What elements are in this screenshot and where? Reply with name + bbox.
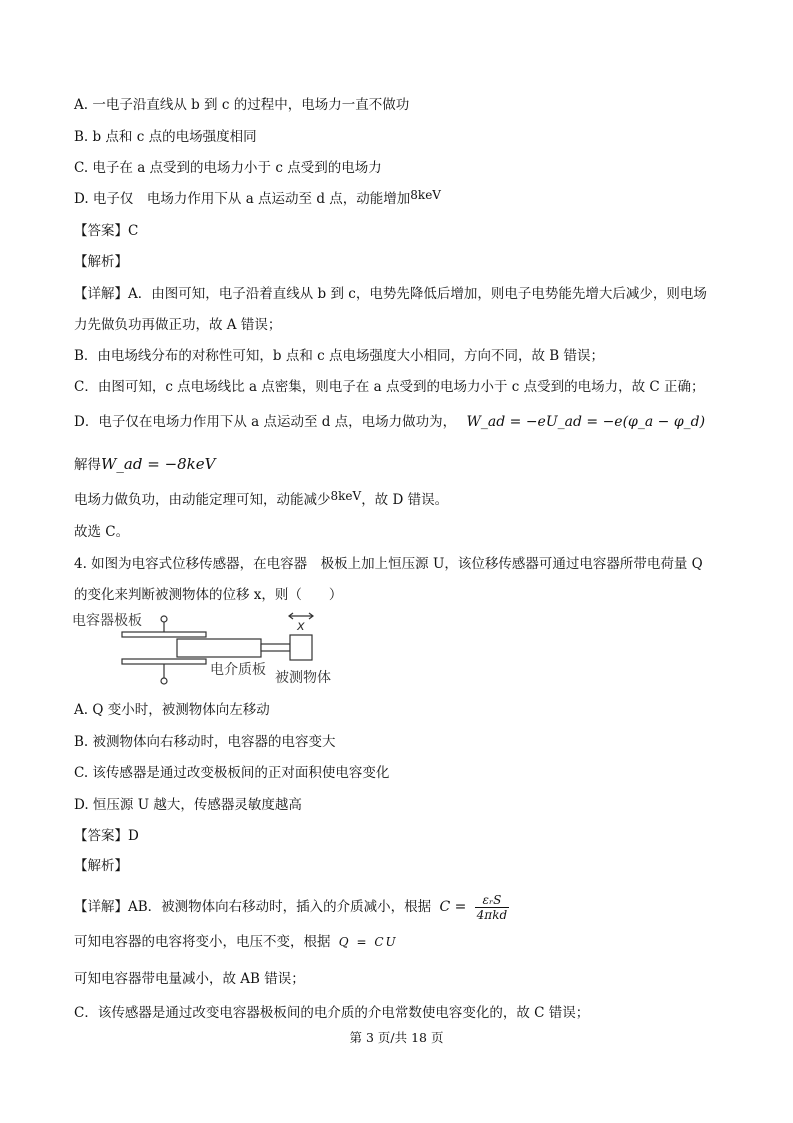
q3-option-b: B. b 点和 c 点的电场强度相同 — [74, 129, 257, 145]
q4-stem-line1: 4. 如图为电容式位移传感器，在电容器 极板上加上恒压源 U，该位移传感器可通过电容器所带电荷量 Q — [74, 556, 703, 572]
q3-detail-c: C．由图可知，c 点电场线比 a 点密集，则电子在 a 点受到的电场力小于 c 点受到的电场力，故 C 正确； — [74, 379, 705, 395]
q4-option-c: C. 该传感器是通过改变极板间的正对面积使电容变化 — [74, 765, 390, 781]
dielectric-plate — [177, 639, 261, 657]
capacitance-formula-denominator: 4πkd — [476, 908, 508, 922]
figure-label-object: 被测物体 — [275, 670, 331, 686]
q3-choose: 故选 C。 — [74, 524, 130, 540]
q3-detail-e-tail: ，故 D 错误。 — [361, 492, 449, 508]
q3-option-d-text: D. 电子仅 电场力作用下从 a 点运动至 d 点，动能增加 — [74, 191, 411, 207]
q3-solve-text: 解得 — [74, 457, 101, 473]
capacitance-formula-fraction — [475, 893, 509, 922]
q3-option-d — [74, 190, 441, 208]
capacitor-sensor-figure — [70, 608, 340, 690]
q3-detail-e — [74, 491, 448, 509]
q4-detail-ab-text: 【详解】AB．被测物体向右移动时，插入的介质减小，根据 — [74, 899, 432, 915]
charge-formula: Q = CU — [338, 935, 398, 949]
q3-detail-d-formula: W_ad = −eU_ad = −e(φ_a − φ_d) — [466, 414, 706, 430]
connecting-rod — [261, 644, 290, 651]
page-footer: 第 3 页/共 18 页 — [349, 1030, 444, 1045]
q3-solve-formula: W_ad = −8keV — [101, 455, 216, 473]
q3-detail-a-line2: 力先做负功再做正功，故 A 错误； — [74, 317, 282, 333]
q4-stem-line2: 的变化来判断被测物体的位移 x，则（ ） — [74, 587, 343, 603]
measured-object — [290, 635, 312, 660]
q3-option-d-value: 8keV — [410, 188, 441, 202]
bottom-terminal — [161, 678, 167, 684]
q4-answer: 【答案】D — [74, 828, 139, 844]
q3-detail-e-text: 电场力做负功，由动能定理可知，动能减少 — [74, 492, 331, 508]
q3-detail-d — [74, 413, 705, 431]
q3-answer: 【答案】C — [74, 223, 139, 239]
figure-label-x: x — [297, 619, 305, 634]
q4-detail-voltage — [74, 933, 398, 951]
q3-detail-d-text: D．电子仅在电场力作用下从 a 点运动至 d 点，电场力做功为， — [74, 414, 457, 430]
q4-option-a: A. Q 变小时，被测物体向左移动 — [74, 702, 270, 718]
capacitance-formula-lhs: C = — [439, 899, 467, 915]
q3-option-c: C. 电子在 a 点受到的电场力小于 c 点受到的电场力 — [74, 160, 382, 176]
q4-detail-voltage-text: 可知电容器的电容将变小，电压不变，根据 — [74, 934, 331, 950]
q4-detail-ab — [74, 893, 509, 922]
q4-analysis-tag: 【解析】 — [74, 858, 128, 874]
top-plate — [122, 632, 206, 637]
capacitance-formula-numerator: εᵣS — [475, 893, 509, 908]
figure-label-dielectric: 电介质板 — [210, 662, 266, 678]
q3-detail-a-line1: 【详解】A．由图可知，电子沿着直线从 b 到 c，电势先降低后增加，则电子电势能先增大后减少，则电场 — [74, 286, 707, 302]
q3-detail-b: B．由电场线分布的对称性可知，b 点和 c 点电场强度大小相同，方向不同，故 B 错误； — [74, 348, 604, 364]
q3-solve — [74, 455, 215, 474]
q3-option-a: A. 一电子沿直线从 b 到 c 的过程中，电场力一直不做功 — [74, 97, 410, 113]
bottom-plate — [122, 659, 206, 664]
q4-option-d: D. 恒压源 U 越大，传感器灵敏度越高 — [74, 797, 302, 813]
q4-detail-c: C．该传感器是通过改变电容器极板间的电介质的介电常数使电容变化的，故 C 错误； — [74, 1005, 590, 1021]
q4-option-b: B. 被测物体向右移动时，电容器的电容变大 — [74, 734, 336, 750]
q3-detail-e-value: 8keV — [330, 489, 362, 503]
figure-label-plate: 电容器极板 — [72, 613, 142, 629]
top-terminal — [161, 616, 167, 622]
q3-analysis-tag: 【解析】 — [74, 254, 128, 270]
q4-detail-charge: 可知电容器带电量减小，故 AB 错误； — [74, 971, 305, 987]
